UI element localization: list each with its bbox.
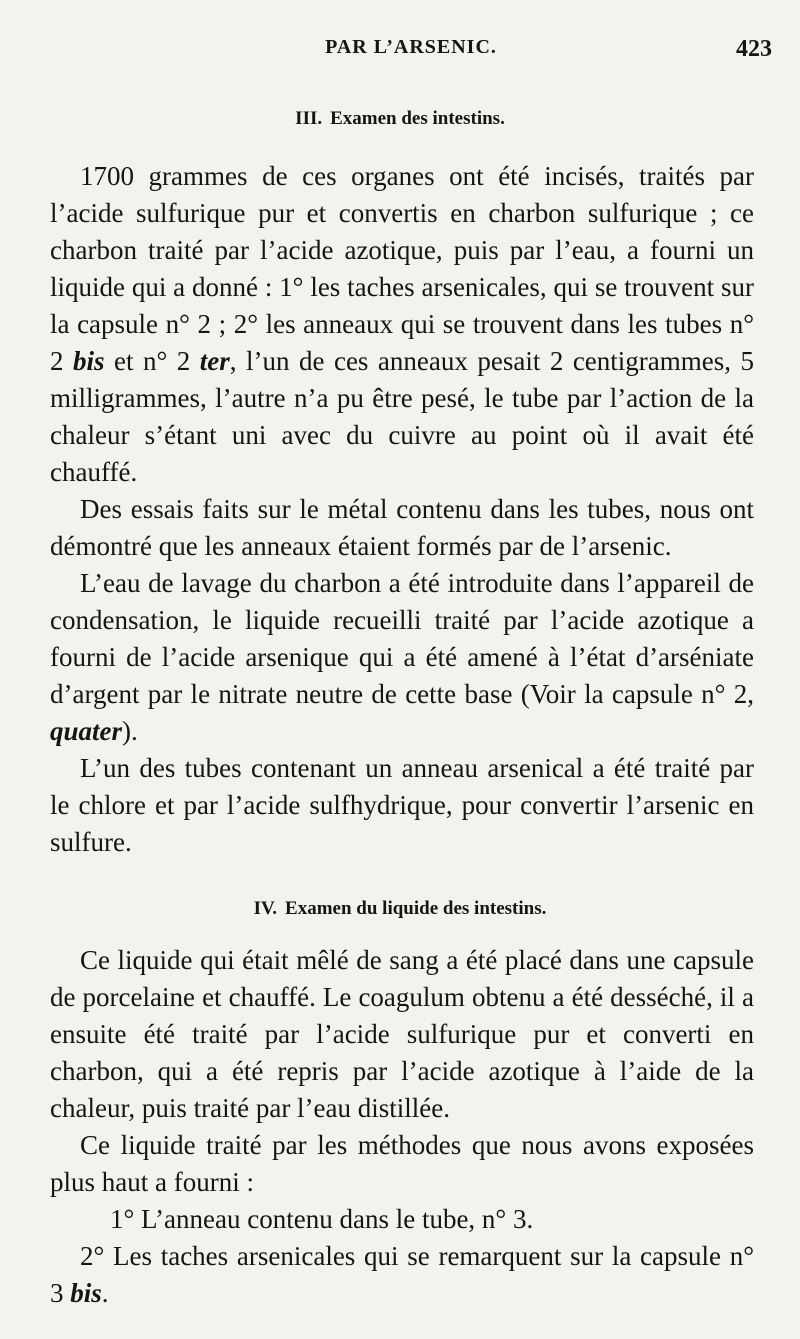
paragraph: Des essais faits sur le métal contenu dans les tubes, nous ont démontré que les anneaux étaient formés par de l’arsenic. (50, 494, 754, 561)
paragraph (50, 158, 754, 491)
paragraph-text: . (101, 1278, 109, 1308)
paragraph-text: L’eau de lavage du charbon a été introduite dans l’appareil de condensation, le liquide recueilli traité par l’acide azotique a fourni de l’acide arsenique qui a été amené à l’état d’arséniate d’argent par le nitrate neutre de cette base (Voir la capsule n° 2, (50, 568, 754, 709)
section-title: Examen des intestins. (330, 108, 505, 129)
italic-term: bis (73, 346, 105, 376)
section-title: Examen du liquide des intestins. (285, 898, 547, 919)
paragraph-text: ). (122, 716, 138, 746)
paragraph: Ce liquide traité par les méthodes que nous avons exposées plus haut a fourni : (50, 1130, 754, 1197)
section-heading-iii (50, 108, 750, 130)
italic-term: bis (70, 1278, 102, 1308)
section-number: IV. (253, 898, 278, 919)
page-number: 423 (736, 36, 772, 62)
paragraph-text: et n° 2 (104, 346, 200, 376)
paragraph-text: 2° Les taches arsenicales qui se remarquent sur la capsule n° 3 (50, 1241, 754, 1308)
section-number: III. (295, 108, 323, 129)
running-head (50, 36, 772, 76)
running-title: PAR L’ARSENIC. (325, 36, 497, 58)
italic-term: quater (50, 716, 123, 746)
list-item: 1° L’anneau contenu dans le tube, n° 3. (110, 1204, 534, 1234)
list-item (50, 1238, 754, 1312)
section-iv-body (50, 942, 754, 1312)
section-heading-iv (50, 898, 750, 920)
section-iii-body (50, 158, 754, 861)
paragraph: Ce liquide qui était mêlé de sang a été placé dans une capsule de porcelaine et chauffé. Le coagulum obtenu a été desséché, il a ensuite été traité par l’acide sulfurique pur et converti en charbon, qui a été repris par l’acide azotique à l’aide de la chaleur, puis traité par l’eau distillée. (50, 945, 754, 1123)
paragraph-text: 1700 grammes de ces organes ont été incisés, traités par l’acide sulfurique pur et convertis en charbon sulfurique ; ce charbon traité par l’acide azotique, puis par l’eau, a fourni un liquide qui a donné : 1° les taches arsenicales, qui se trouvent sur la capsule n° 2 ; 2° les anneaux qui se trouvent dans les tubes n° 2 (50, 161, 754, 376)
italic-term: ter (199, 346, 230, 376)
paragraph-text: , l’un de ces anneaux pesait 2 centigrammes, 5 milligrammes, l’autre n’a pu être pesé, le tube par l’action de la chaleur s’étant uni avec du cuivre au point où il avait été chauffé. (50, 346, 755, 487)
paragraph (50, 565, 754, 750)
paragraph: L’un des tubes contenant un anneau arsenical a été traité par le chlore et par l’acide sulfhydrique, pour convertir l’arsenic en sulfure. (50, 753, 754, 857)
